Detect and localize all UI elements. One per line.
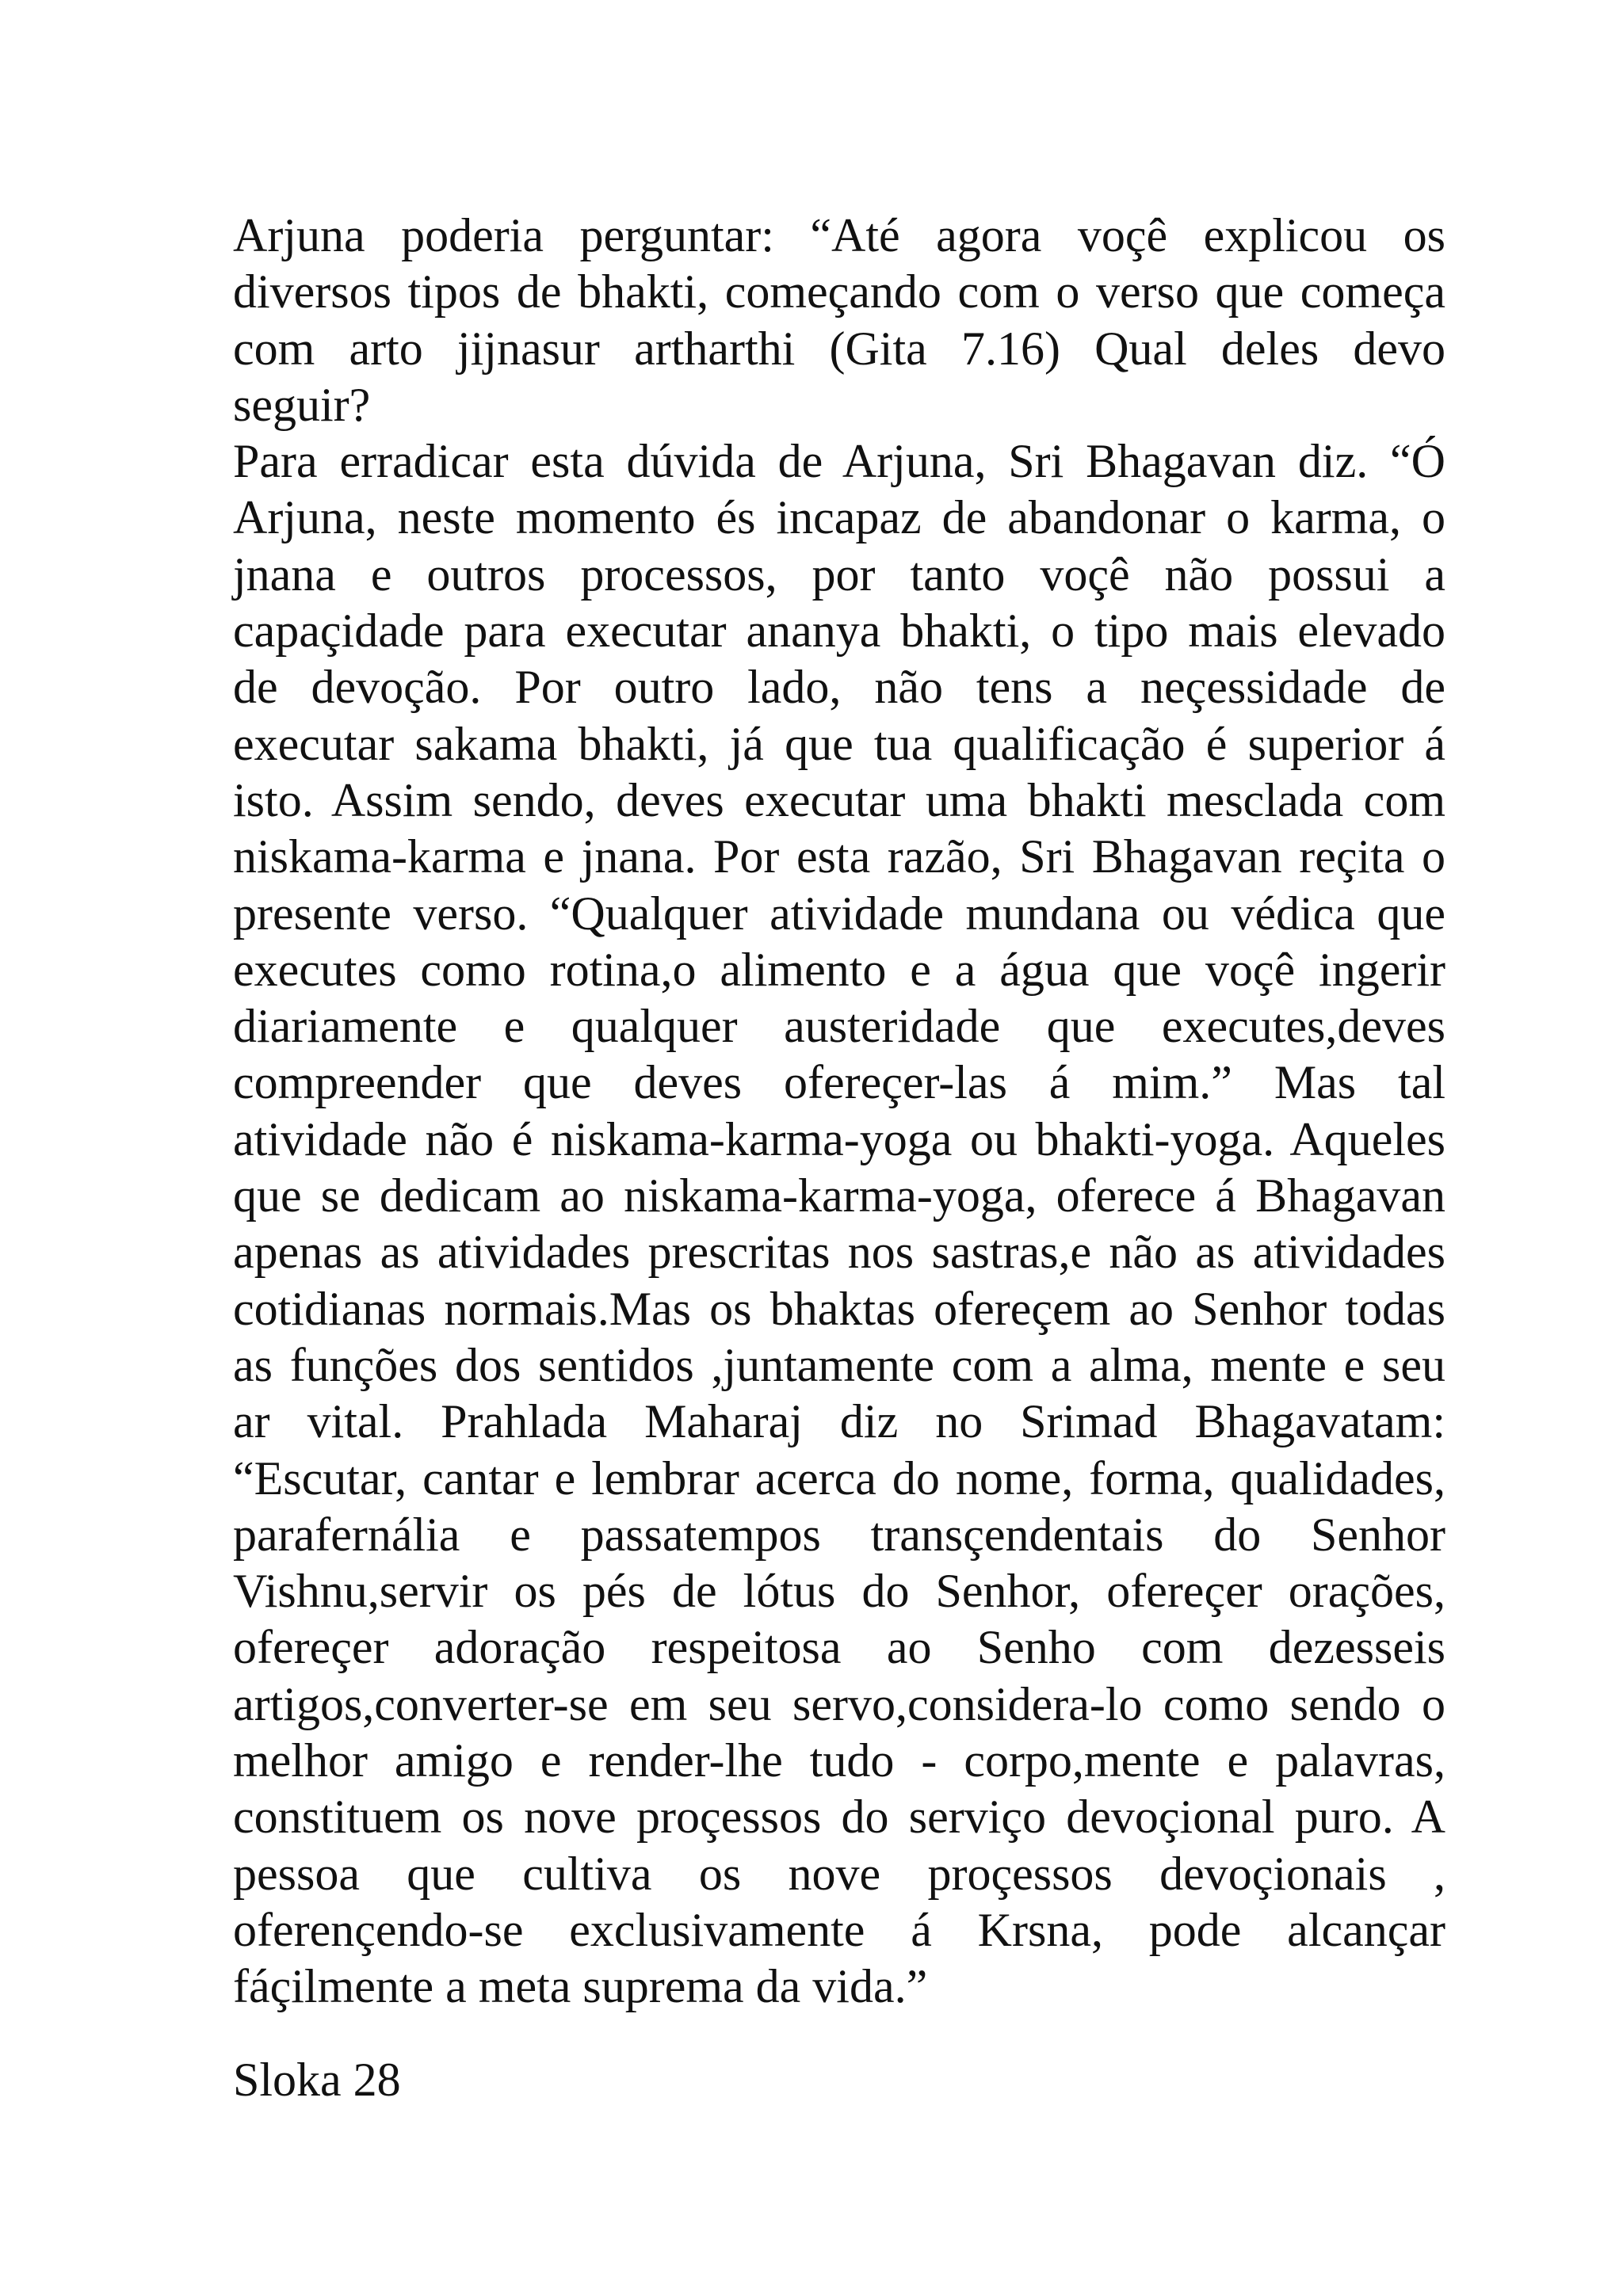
text-line: isto. Assim sendo, deves executar uma bhakti mesclada com bbox=[233, 773, 1445, 826]
text-line: niskama-karma e jnana. Por esta razão, Sri Bhagavan reçita o bbox=[233, 830, 1445, 883]
text-line: Arjuna, neste momento és incapaz de abandonar o karma, o bbox=[233, 491, 1445, 544]
sloka-heading: Sloka 28 bbox=[233, 2054, 401, 2106]
text-line: executar sakama bhakti, já que tua qualificação é superior á bbox=[233, 717, 1445, 770]
text-line: melhor amigo e render-lhe tudo - corpo,mente e palavras, bbox=[233, 1734, 1445, 1787]
text-line: Arjuna poderia perguntar: “Até agora voçê explicou os bbox=[233, 209, 1445, 261]
text-line: ofereçer adoração respeitosa ao Senho com dezesseis bbox=[233, 1621, 1445, 1674]
text-line: Para erradicar esta dúvida de Arjuna, Sri Bhagavan diz. “Ó bbox=[233, 435, 1445, 488]
text-line: jnana e outros processos, por tanto voçê não possui a bbox=[233, 547, 1445, 601]
text-line: artigos,converter-se em seu servo,considera-lo como sendo o bbox=[233, 1677, 1445, 1730]
text-line: com arto jijnasur artharthi (Gita 7.16) Qual deles devo bbox=[233, 322, 1445, 375]
text-line: apenas as atividades prescritas nos sastras,e não as atividades bbox=[233, 1226, 1445, 1279]
text-line: de devoção. Por outro lado, não tens a neçessidade de bbox=[233, 661, 1445, 714]
text-line: “Escutar, cantar e lembrar acerca do nome, forma, qualidades, bbox=[233, 1451, 1445, 1505]
text-line: compreender que deves ofereçer-las á mim.” Mas tal bbox=[233, 1056, 1445, 1109]
text-line: constituem os nove proçessos do serviço devoçional puro. A bbox=[233, 1791, 1445, 1844]
text-line: Vishnu,servir os pés de lótus do Senhor, ofereçer orações, bbox=[233, 1565, 1445, 1618]
text-line: parafernália e passatempos transçendentais do Senhor bbox=[233, 1508, 1445, 1561]
text-line: as funções dos sentidos ,juntamente com a alma, mente e seu bbox=[233, 1338, 1445, 1391]
text-line: presente verso. “Qualquer atividade mundana ou védica que bbox=[233, 887, 1445, 940]
body-paragraph bbox=[233, 208, 1445, 2016]
text-line: que se dedicam ao niskama-karma-yoga, oferece á Bhagavan bbox=[233, 1169, 1445, 1222]
text-line: capaçidade para executar ananya bhakti, o tipo mais elevado bbox=[233, 605, 1445, 658]
text-line: diariamente e qualquer austeridade que executes,deves bbox=[233, 1000, 1445, 1053]
text-line: cotidianas normais.Mas os bhaktas ofereçem ao Senhor todas bbox=[233, 1282, 1445, 1335]
text-line: seguir? bbox=[233, 378, 371, 431]
text-line: pessoa que cultiva os nove proçessos devoçionais , bbox=[233, 1847, 1445, 1900]
text-line: atividade não é niskama-karma-yoga ou bhakti-yoga. Aqueles bbox=[233, 1112, 1445, 1165]
text-line: executes como rotina,o alimento e a água que voçê ingerir bbox=[233, 943, 1445, 996]
text-line: ar vital. Prahlada Maharaj diz no Srimad Bhagavatam: bbox=[233, 1395, 1445, 1448]
text-line: oferençendo-se exclusivamente á Krsna, pode alcançar bbox=[233, 1903, 1445, 1956]
text-line: diversos tipos de bhakti, começando com o verso que começa bbox=[233, 265, 1445, 318]
text-line: fáçilmente a meta suprema da vida.” bbox=[233, 1960, 928, 2013]
